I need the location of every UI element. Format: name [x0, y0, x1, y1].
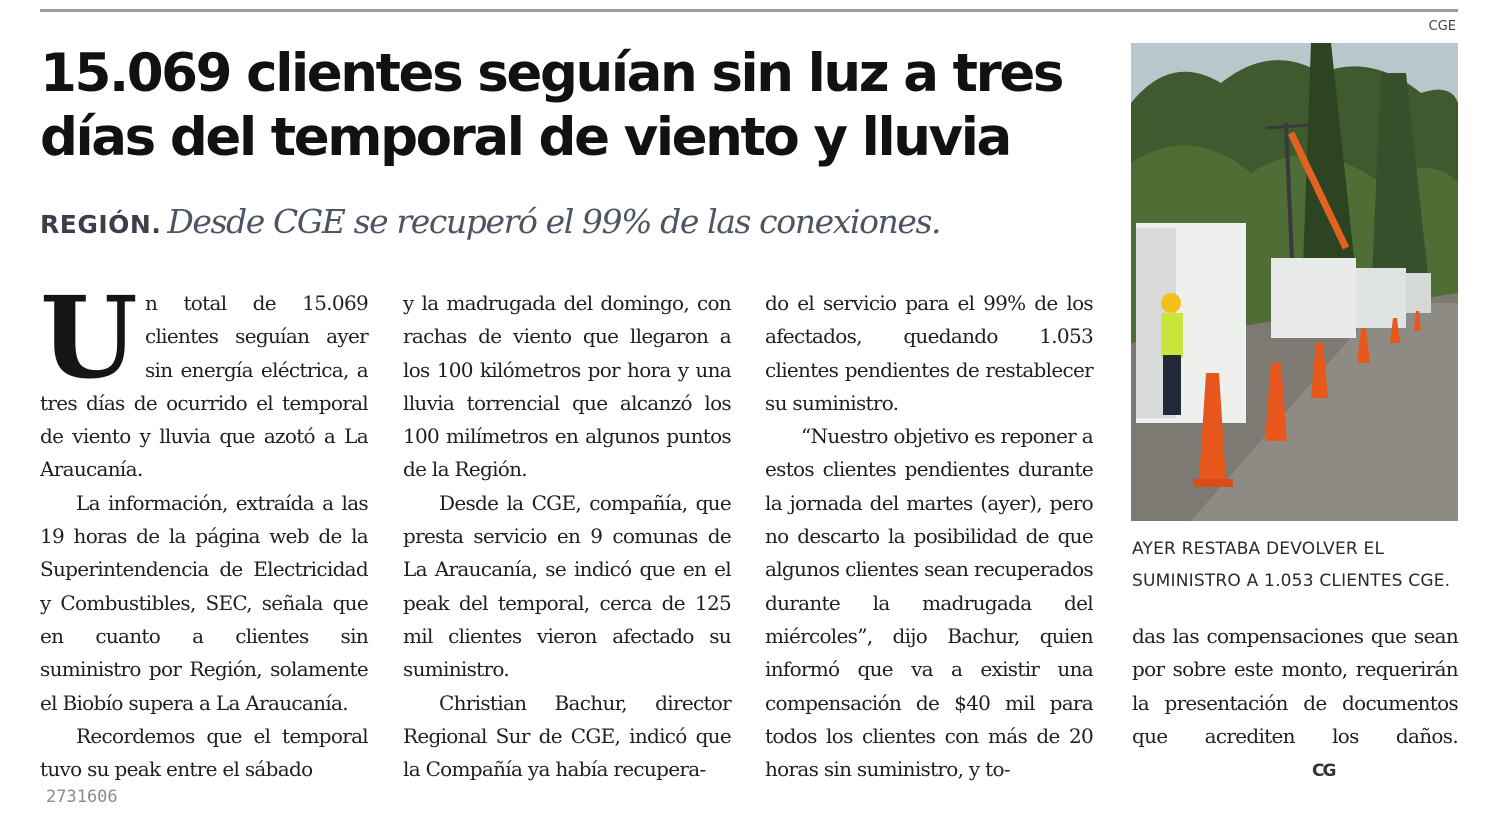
news-photo — [1131, 43, 1458, 521]
paragraph-2: La información, extraída a las 19 horas de la página web de la Superintendencia de Electricidad y Combustibles, SEC, señala que en cuanto a clientes sin suministro por Región, solamente el Biobío supera a La Araucanía. — [40, 490, 368, 715]
column-3 — [765, 287, 1093, 786]
column-4 — [1132, 620, 1458, 788]
column-1 — [40, 273, 368, 786]
kicker: REGIÓN. — [40, 210, 162, 239]
paragraph-1-text: n total de 15.069 clientes seguían ayer sin energía eléctrica, a tres días de ocurrido el temporal de viento y lluvia que azotó a La Araucanía. — [40, 291, 368, 482]
photo-caption: AYER RESTABA DEVOLVER EL SUMINISTRO A 1.053 CLIENTES CGE. — [1132, 539, 1451, 591]
drop-cap: U — [40, 273, 137, 404]
photo-illustration — [1131, 43, 1458, 521]
deck — [40, 202, 1100, 241]
end-mark: CG — [1312, 761, 1335, 782]
clipping-id: 2731606 — [46, 787, 118, 807]
photo-credit: CGE — [1428, 19, 1456, 34]
paragraph-9-text: das las compensaciones que sean por sobre este monto, requerirán la presentación de documentos que acrediten los daños. — [1132, 624, 1458, 748]
paragraph-7: do el servicio para el 99% de los afectados, quedando 1.053 clientes pendientes de restablecer su suministro. — [765, 291, 1093, 415]
paragraph-1 — [40, 273, 368, 487]
subheadline: Desde CGE se recuperó el 99% de las conexiones. — [167, 202, 941, 241]
paragraph-3: Recordemos que el temporal tuvo su peak entre el sábado — [40, 723, 368, 782]
paragraph-4: y la madrugada del domingo, con rachas de viento que llegaron a los 100 kilómetros por hora y una lluvia torrencial que alcanzó los 100 milímetros en algunos puntos de la Región. — [403, 291, 731, 482]
top-rule — [40, 9, 1458, 12]
paragraph-9 — [1132, 620, 1458, 788]
paragraph-8: “Nuestro objetivo es reponer a estos clientes pendientes durante la jornada del martes (ayer), pero no descarto la posibilidad de que algunos clientes sean recuperados durante la madrugada del miércoles”, dijo Bachur, quien informó que va a existir una compensación de $40 mil para todos los clientes con más de 20 horas sin suministro, y to- — [765, 424, 1093, 782]
paragraph-6: Christian Bachur, director Regional Sur de CGE, indicó que la Compañía ya había recupera- — [403, 690, 731, 782]
headline: 15.069 clientes seguían sin luz a tres días del temporal de viento y lluvia — [40, 43, 1063, 168]
paragraph-5: Desde la CGE, compañía, que presta servicio en 9 comunas de La Araucanía, se indicó que en el peak del temporal, cerca de 125 mil clientes vieron afectado su suministro. — [403, 490, 731, 682]
column-2 — [403, 287, 731, 786]
